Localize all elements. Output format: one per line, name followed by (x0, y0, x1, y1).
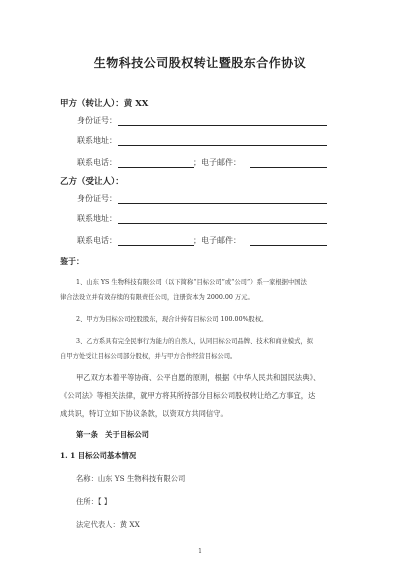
party-b-id-label: 身份证号： (77, 194, 117, 203)
party-a-id-blank (118, 125, 327, 126)
page-number: 1 (198, 548, 202, 555)
whereas-item-3-line-2: 自甲方处受让目标公司部分股权，并与甲方合作经营目标公司。 (60, 353, 237, 360)
party-b-address-blank (118, 223, 327, 224)
preamble-line-1: 甲乙双方本着平等协商、公平自愿的原则，根据《中华人民共和国民法典》、 (76, 373, 321, 382)
whereas-item-1-line-1: 1、山东 YS 生物科技有限公司（以下简称“目标公司”或“公司”）系一家根据中国法 (76, 279, 307, 286)
party-a-email-blank (250, 167, 327, 168)
party-b-phone-blank (118, 245, 194, 246)
legal-representative: 法定代表人：黄 XX (76, 520, 140, 529)
company-address: 住所：【 】 (76, 497, 112, 506)
party-a-address-blank (118, 145, 327, 146)
company-name: 名称：山东 YS 生物科技有限公司 (76, 474, 186, 483)
article-1-section-heading: 1. 1 目标公司基本情况 (60, 451, 137, 460)
document-title: 生物科技公司股权转让暨股东合作协议 (93, 56, 307, 70)
party-b-email-label: ；电子邮件： (193, 236, 241, 245)
whereas-item-2: 2、甲方为目标公司控股股东，现合计持有目标公司 100.00%股权。 (76, 316, 268, 323)
preamble-line-3: 成共识，特订立如下协议条款，以资双方共同信守。 (60, 409, 228, 418)
party-b-email-blank (250, 245, 327, 246)
preamble-line-2: 《公司法》等相关法律，就甲方将其所持部分目标公司股权转让给乙方事宜，达 (60, 391, 316, 400)
whereas-item-1-line-2: 律合法设立并有效存续的有限责任公司，注册资本为 2000.00 万元。 (60, 294, 254, 301)
party-b-heading: 乙方（受让人）： (60, 177, 124, 187)
party-b-address-label: 联系地址： (77, 214, 117, 223)
whereas-item-3-line-1: 3、乙方系具有完全民事行为能力的自然人，认同目标公司品牌、技术和商业模式，拟 (76, 338, 313, 345)
party-a-email-label: ；电子邮件： (193, 158, 241, 167)
party-a-id-label: 身份证号： (77, 116, 117, 125)
article-1-heading: 第一条 关于目标公司 (76, 430, 149, 439)
party-a-phone-label: 联系电话： (77, 158, 117, 167)
party-b-phone-label: 联系电话： (77, 236, 117, 245)
party-b-id-blank (118, 203, 327, 204)
party-a-address-label: 联系地址： (77, 136, 117, 145)
party-a-heading: 甲方（转让人）：黄 XX (60, 99, 149, 109)
party-a-phone-blank (118, 167, 194, 168)
whereas-heading: 鉴于： (60, 256, 84, 266)
